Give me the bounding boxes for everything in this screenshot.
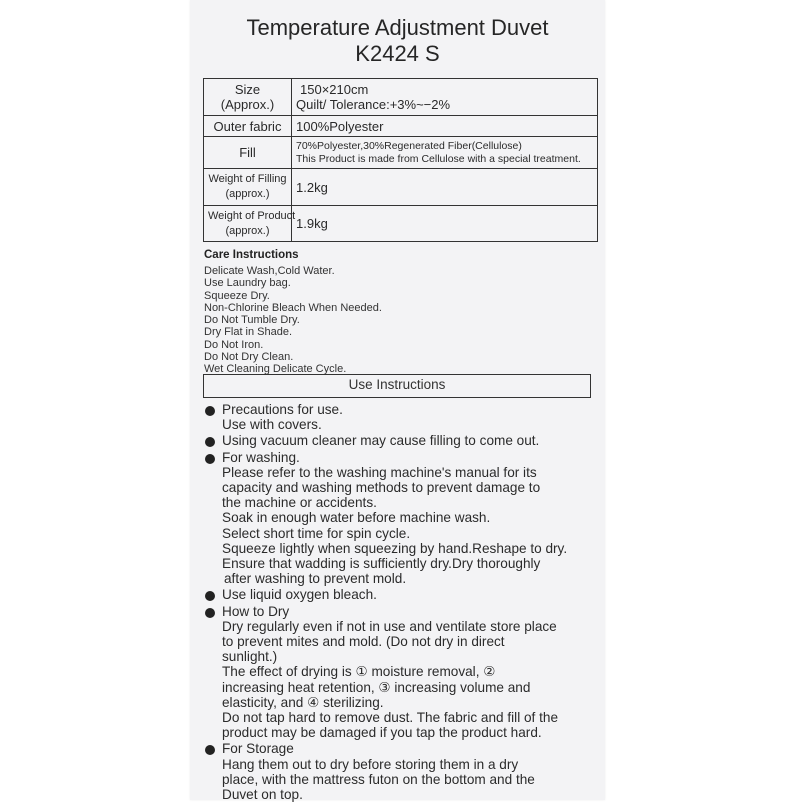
use-item-dry — [204, 604, 599, 741]
size-value-cell — [292, 79, 598, 116]
use-item-vacuum — [204, 433, 599, 448]
use-line: Ensure that wadding is sufficiently dry.Dry thoroughly — [222, 556, 541, 572]
bullet-icon — [205, 591, 215, 601]
use-line: increasing heat retention, ③ increasing volume and — [222, 679, 531, 695]
fill-composition: 70%Polyester,30%Regenerated Fiber(Cellulose) — [296, 139, 522, 152]
use-line: Duvet on top. — [222, 787, 303, 802]
use-line: sunlight.) — [222, 649, 278, 665]
care-item: Delicate Wash,Cold Water. — [204, 265, 335, 277]
model-number: K2424 S — [355, 41, 440, 66]
use-instructions-heading: Use Instructions — [203, 374, 591, 398]
outer-value: 100%Polyester — [292, 116, 598, 137]
use-line: Use liquid oxygen bleach. — [222, 587, 377, 603]
care-item: Dry Flat in Shade. — [204, 326, 293, 339]
weight-filling-label: Weight of Filling — [208, 173, 287, 185]
care-item: Do Not Tumble Dry. — [204, 314, 300, 327]
weight-product-label: Weight of Product — [208, 209, 296, 222]
use-item-storage — [204, 741, 599, 802]
care-list — [204, 265, 382, 376]
use-line: product may be damaged if you tap the product hard. — [222, 725, 542, 741]
use-line: after washing to prevent mold. — [224, 571, 407, 587]
use-line: For Storage — [222, 741, 294, 757]
care-heading: Care Instructions — [204, 249, 299, 261]
size-label: Size — [234, 82, 261, 97]
weight-product-value: 1.9kg — [292, 206, 598, 242]
outer-label: Outer fabric — [204, 116, 292, 137]
size-label-cell — [204, 79, 292, 116]
care-item: Do Not Iron. — [204, 338, 264, 351]
use-item-washing — [204, 450, 599, 587]
weight-product-approx: (approx.) — [225, 224, 270, 237]
use-line: Use with covers. — [222, 417, 322, 433]
use-line: Using vacuum cleaner may cause filling to come out. — [222, 433, 540, 449]
care-item: Wet Cleaning Delicate Cycle. — [204, 363, 347, 376]
weight-product-label-cell — [204, 206, 296, 242]
use-item-precautions — [204, 402, 599, 432]
fill-value-cell — [292, 137, 598, 169]
use-line: capacity and washing methods to prevent damage to — [222, 480, 541, 496]
weight-filling-label-cell — [204, 169, 292, 206]
size-value: 150×210cm — [300, 82, 369, 97]
care-item: Use Laundry bag. — [204, 277, 291, 290]
weight-filling-value: 1.2kg — [292, 169, 598, 206]
care-item: Squeeze Dry. — [204, 289, 270, 302]
use-line: Select short time for spin cycle. — [222, 525, 411, 541]
spec-row-weight-product — [204, 206, 598, 242]
use-line: place, with the mattress futon on the bottom and the — [222, 771, 535, 787]
fill-label: Fill — [204, 137, 292, 169]
size-label-approx: (Approx.) — [220, 97, 275, 112]
use-line: Soak in enough water before machine wash. — [222, 510, 491, 526]
spec-row-outer — [204, 116, 598, 137]
use-line: How to Dry — [222, 603, 290, 619]
label-title: Temperature Adjustment Duvet — [246, 15, 549, 40]
spec-table — [203, 78, 598, 242]
use-line: The effect of drying is ① moisture removal, ② — [222, 664, 496, 680]
use-instructions-list — [204, 402, 599, 802]
fill-note: This Product is made from Cellulose with a special treatment. — [296, 152, 581, 165]
use-line: the machine or accidents. — [222, 495, 377, 511]
use-line: Precautions for use. — [222, 402, 343, 417]
care-item: Do Not Dry Clean. — [204, 351, 294, 364]
use-line: elasticity, and ④ sterilizing. — [222, 694, 384, 710]
size-tolerance: Quilt/ Tolerance:+3%~−2% — [296, 97, 451, 112]
use-line: to prevent mites and mold. (Do not dry in direct — [222, 634, 505, 650]
spec-row-weight-filling — [204, 169, 598, 206]
use-item-bleach — [204, 587, 599, 602]
use-line: Squeeze lightly when squeezing by hand.Reshape to dry. — [222, 540, 568, 556]
use-line: Hang them out to dry before storing them in a dry — [222, 756, 519, 772]
care-item: Non-Chlorine Bleach When Needed. — [204, 301, 382, 314]
use-line: For washing. — [222, 449, 300, 465]
bullet-icon — [205, 608, 215, 618]
use-line: Do not tap hard to remove dust. The fabric and fill of the — [222, 710, 559, 726]
spec-row-fill — [204, 137, 598, 169]
bullet-icon — [205, 454, 215, 464]
bullet-icon — [205, 437, 215, 447]
use-line: Please refer to the washing machine's manual for its — [222, 464, 537, 480]
bullet-icon — [205, 745, 215, 755]
use-line: Dry regularly even if not in use and ventilate store place — [222, 618, 557, 634]
bullet-icon — [205, 406, 215, 416]
spec-row-size — [204, 79, 598, 116]
weight-filling-approx: (approx.) — [225, 188, 270, 200]
